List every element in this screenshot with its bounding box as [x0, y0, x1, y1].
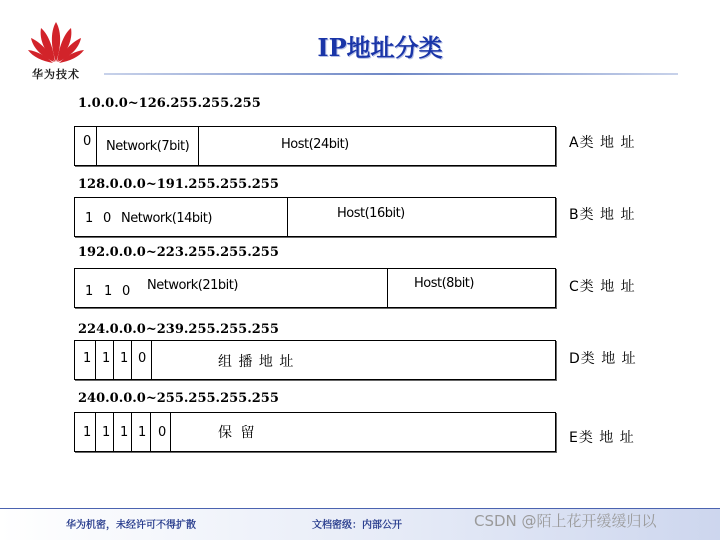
class-d-bit-1: 1: [102, 351, 110, 366]
class-c-network-label: Network(21bit): [147, 278, 238, 293]
class-d-multicast-label: 组 播 地 址: [218, 354, 295, 370]
class-b-row: [74, 197, 556, 237]
class-e-row: [74, 412, 556, 452]
footer-confidential: 华为机密，未经许可不得扩散: [66, 520, 196, 531]
class-e-bit-3: 1: [138, 425, 146, 440]
logo-text: 华为技术: [32, 68, 80, 81]
class-b-range: 128.0.0.0~191.255.255.255: [78, 177, 279, 192]
class-a-label: A类 地 址: [569, 135, 636, 151]
class-d-range: 224.0.0.0~239.255.255.255: [78, 322, 279, 337]
class-a-host-label: Host(24bit): [281, 137, 349, 152]
class-c-bit-0: 1: [85, 284, 93, 299]
class-d-row: [74, 340, 556, 380]
page-title: IP地址分类: [317, 33, 443, 62]
class-e-label: E类 地 址: [569, 430, 635, 446]
title-divider: [104, 73, 678, 75]
class-b-label: B类 地 址: [569, 207, 636, 223]
class-e-range: 240.0.0.0~255.255.255.255: [78, 391, 279, 406]
huawei-logo: [20, 18, 92, 88]
class-e-bit-2: 1: [120, 425, 128, 440]
csdn-watermark: CSDN @陌上花开缓缓归以: [474, 512, 657, 530]
class-a-network-label: Network(7bit): [106, 139, 190, 154]
class-b-bit-0: 1: [85, 211, 93, 226]
class-a-bit-0: 0: [83, 134, 91, 149]
class-a-row: [74, 126, 556, 166]
class-d-bit-3: 0: [138, 351, 146, 366]
class-a-range: 1.0.0.0~126.255.255.255: [78, 96, 261, 111]
class-c-bit-2: 0: [122, 284, 130, 299]
huawei-petal-icon: [28, 18, 84, 64]
footer-security-level: 文档密级：内部公开: [312, 520, 402, 531]
class-c-bit-1: 1: [104, 284, 112, 299]
class-d-bit-2: 1: [120, 351, 128, 366]
class-c-range: 192.0.0.0~223.255.255.255: [78, 245, 279, 260]
class-b-bit-1: 0: [103, 211, 111, 226]
class-c-host-label: Host(8bit): [414, 276, 474, 291]
class-e-bit-1: 1: [102, 425, 110, 440]
class-c-row: [74, 268, 556, 308]
class-b-host-label: Host(16bit): [337, 206, 405, 221]
class-d-label: D类 地 址: [569, 351, 637, 367]
class-d-bit-0: 1: [83, 351, 91, 366]
class-e-reserved-label: 保 留: [218, 425, 257, 441]
class-b-network-label: Network(14bit): [121, 211, 212, 226]
class-e-bit-4: 0: [158, 425, 166, 440]
class-c-label: C类 地 址: [569, 279, 636, 295]
class-e-bit-0: 1: [83, 425, 91, 440]
